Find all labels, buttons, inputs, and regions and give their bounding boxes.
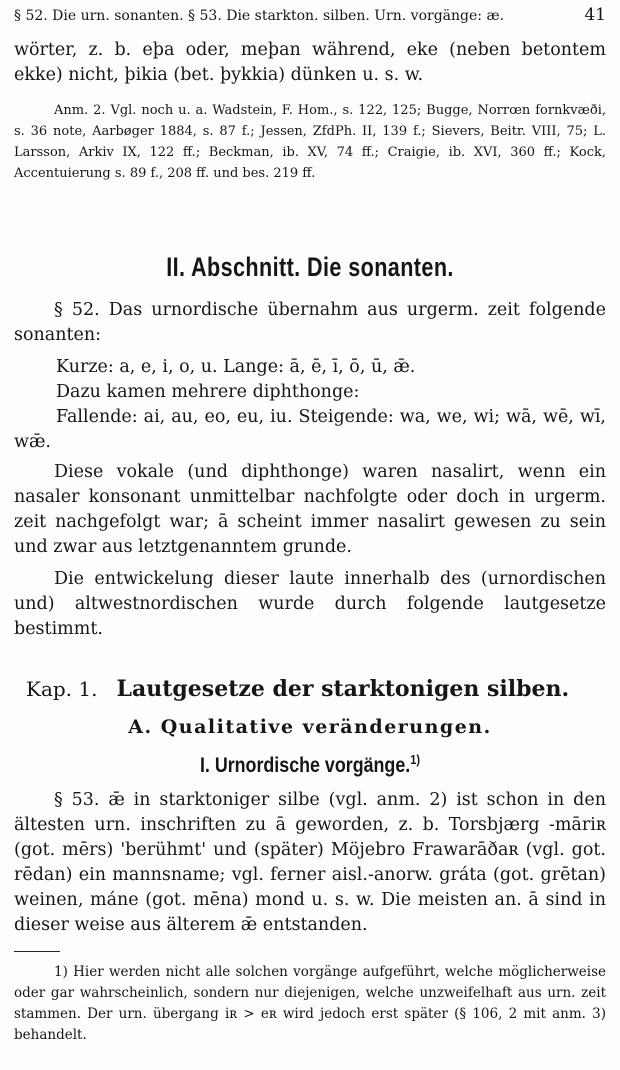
section-52-nasal: Diese vokale (und diphthonge) waren nasalirt, wenn ein nasaler konsonant unmittelbar nachfolgte oder doch in urgerm. zeit nachgefolgt war; ā scheint immer nasalirt gewesen zu sein und zwar aus letztgenanntem grunde. [14,462,606,557]
header-left: § 52. Die urn. sonanten. § 53. Die starkton. silben. Urn. vorgänge: æ. [14,8,505,24]
page-number: 41 [584,5,606,25]
annotation-2: Anm. 2. Vgl. noch u. a. Wadstein, F. Hom., s. 122, 125; Bugge, Norrœn fornkvæði, s. 36 note, Aarbøger 1884, s. 87 f.; Jessen, ZfdPh. II, 139 f.; Sievers, Beitr. VIII, 75; L. Larsson, Arkiv IX, 122 ff.; Beckman, ib. XV, 74 ff.; Craigie, ib. XVI, 360 ff.; Kock, Accentuierung s. 89 f., 208 ff. und bes. 219 ff. [14,103,606,181]
chapter-number: Kap. 1. [26,677,98,701]
subsection-i-text: I. Urnordische vorgänge. [199,754,411,777]
chapter-title: Lautgesetze der starktonigen silben. [116,676,570,702]
vowels-short-long: Kurze: a, e, i, o, u. Lange: ā, ē, ī, ō, ū, ǣ. [56,357,416,377]
section-title: II. Abschnitt. Die sonanten. [166,252,454,282]
footnote-rule [14,951,60,952]
subsection-a-title: A. Qualitative veränderungen. [128,716,492,738]
section-53: § 53. ǣ in starktoniger silbe (vgl. anm. 2) ist schon in den ältesten urn. inschriften zu ā geworden, z. b. Torsbjærg -māriʀ (got. mērs) 'berühmt' und (später) Möjebro Frawarāðaʀ (vgl. got. rēdan) ein mannsname; vgl. ferner aisl.-anorw. gráta (got. grētan) weinen, máne (got. mēna) mond u. s. w. Die meisten an. ā sind in dieser weise aus älterem ǣ entstanden. [14,790,606,935]
section-52-development: Die entwickelung dieser laute innerhalb des (urnordischen und) altwestnordischen wurde durch folgende lautgesetze bestimmt. [14,569,606,639]
diphthongs-intro: Dazu kamen mehrere diphthonge: [56,382,360,402]
diphthongs-list: Fallende: ai, au, eo, eu, iu. Steigende: wa, we, wi; wā, wē, wī, wǣ. [14,407,606,452]
chapter-heading [14,676,606,702]
footnote-marker: 1) [410,752,421,767]
footnote: 1) Hier werden nicht alle solchen vorgänge aufgeführt, welche möglicherweise oder gar wahrscheinlich, sondern nur diejenigen, welche unzweifelhaft aus urn. zeit stammen. Der urn. übergang iʀ > eʀ wird jedoch erst später (§ 106, 2 mit anm. 3) behandelt. [14,964,606,1043]
subsection-i-title [58,752,561,778]
running-header [14,5,606,25]
paragraph-continuation: wörter, z. b. eþa oder, meþan während, eke (neben betontem ekke) nicht, þikia (bet. þykkia) dünken u. s. w. [14,40,606,85]
section-52-intro: § 52. Das urnordische übernahm aus urgerm. zeit folgende sonanten: [14,300,606,345]
